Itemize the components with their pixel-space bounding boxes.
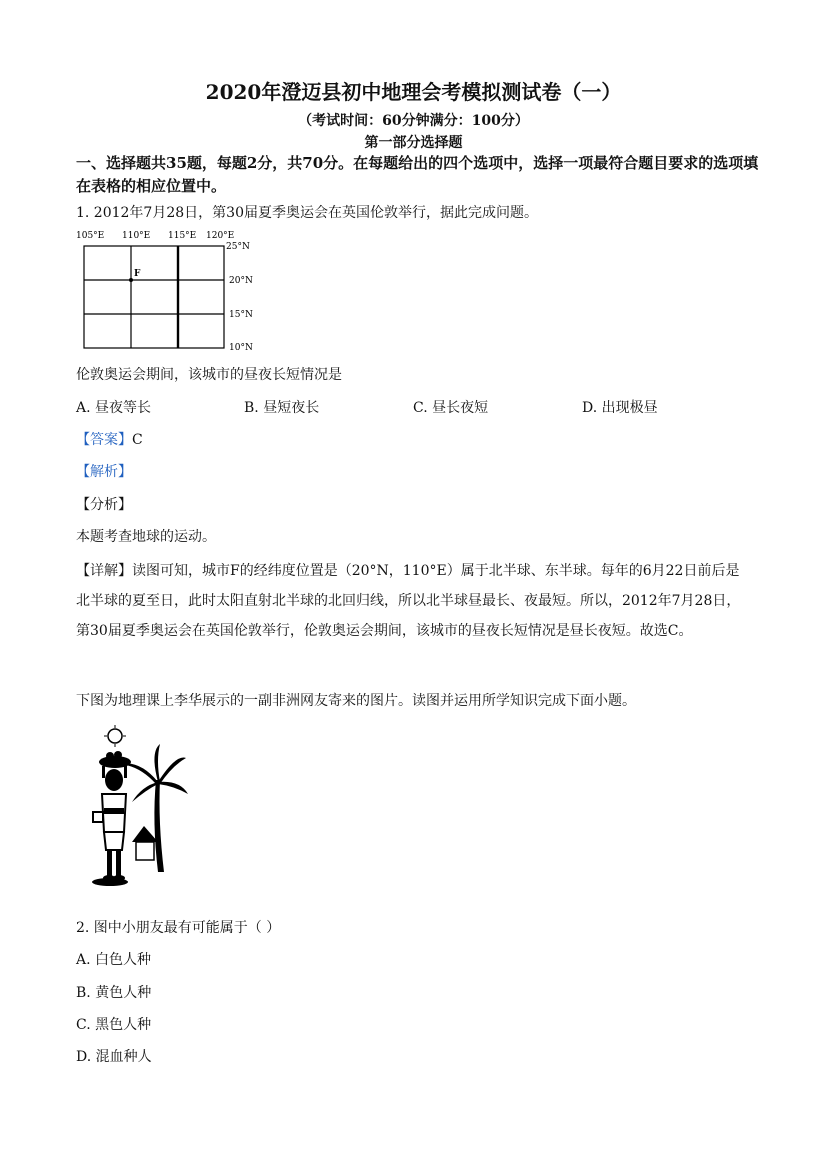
lat-label: 25°N <box>226 242 250 252</box>
analysis-tag: 【解析】 <box>76 464 132 480</box>
answer-tag: 【答案】 <box>76 432 132 448</box>
lat-label: 20°N <box>229 276 253 286</box>
fenxi-tag: 【分析】 <box>76 497 132 513</box>
lon-label: 115°E <box>168 231 197 241</box>
lat-label: 15°N <box>229 310 253 320</box>
option-d: D. 混血种人 <box>76 1049 152 1065</box>
option-c: C. 昼长夜短 <box>413 400 489 416</box>
question-1-text: 伦敦奥运会期间，该城市的昼夜长短情况是 <box>76 367 342 383</box>
option-b: B. 昼短夜长 <box>244 400 320 416</box>
analysis-focus: 本题考查地球的运动。 <box>76 529 216 545</box>
child-figure <box>93 751 131 881</box>
section-instructions: 一、选择题共35题，每题2分，共70分。在每题给出的四个选项中，选择一项最符合题目要求的选项填在表格的相应位置中。 <box>76 154 759 195</box>
detail-text: 读图可知，城市F的经纬度位置是（20°N，110°E）属于北半球、东半球。每年的6月22日前后是北半球的夏至日，此时太阳直射北半球的北回归线，所以北半球昼最长、夜最短。所以，2012年7月28日，第30届夏季奥运会在英国伦敦举行，伦敦奥运会期间，该城市的昼夜长短情况是昼长夜短。故选C。 <box>76 563 741 639</box>
detail-tag: 【详解】 <box>76 563 132 579</box>
part-heading: 第一部分选择题 <box>364 135 463 151</box>
lat-lon-grid-map <box>76 228 266 354</box>
question-2-intro: 下图为地理课上李华展示的一副非洲网友寄来的图片。读图并运用所学知识完成下面小题。 <box>76 693 636 709</box>
lon-label: 120°E <box>206 231 235 241</box>
detail-explanation <box>76 556 752 646</box>
option-c: C. 黑色人种 <box>76 1017 152 1033</box>
answer-line <box>76 429 143 449</box>
lon-label: 110°E <box>122 231 151 241</box>
page-title: 2020年澄迈县初中地理会考模拟测试卷（一） <box>205 80 622 104</box>
question-2-stem: 2. 图中小朋友最有可能属于（ ） <box>76 920 281 936</box>
option-b: B. 黄色人种 <box>76 985 152 1001</box>
city-point <box>129 278 133 282</box>
point-label: F <box>134 269 141 279</box>
option-a: A. 昼夜等长 <box>76 400 152 416</box>
question-1-stem: 1. 2012年7月28日，第30届夏季奥运会在英国伦敦举行，据此完成问题。 <box>76 205 538 221</box>
option-d: D. 出现极昼 <box>582 400 658 416</box>
lon-label: 105°E <box>76 231 105 241</box>
answer-value: C <box>132 432 143 448</box>
lat-label: 10°N <box>229 343 253 353</box>
option-a: A. 白色人种 <box>76 952 152 968</box>
exam-info: （考试时间：60分钟满分：100分） <box>298 113 529 129</box>
africa-child-illustration <box>80 722 190 892</box>
sun-icon <box>108 729 122 743</box>
